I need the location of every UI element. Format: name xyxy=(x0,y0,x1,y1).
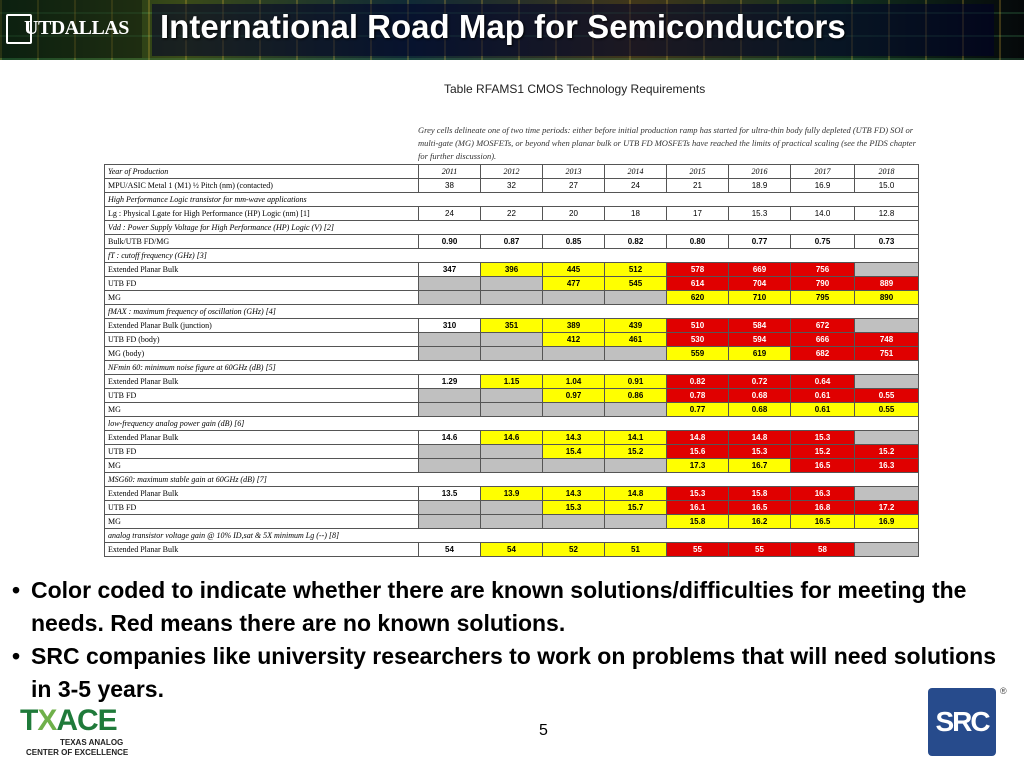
table-cell: 54 xyxy=(481,543,543,557)
table-cell: 21 xyxy=(667,179,729,193)
table-cell: 0.85 xyxy=(543,235,605,249)
table-cell xyxy=(419,403,481,417)
src-logo xyxy=(928,688,996,756)
table-cell: 38 xyxy=(419,179,481,193)
table-cell: 0.77 xyxy=(667,403,729,417)
row-label: NFmin 60: minimum noise figure at 60GHz (dB) [5] xyxy=(105,361,919,375)
table-cell xyxy=(481,445,543,459)
table-cell: 2013 xyxy=(543,165,605,179)
table-cell: 795 xyxy=(791,291,855,305)
table-cell: 748 xyxy=(855,333,919,347)
table-row xyxy=(105,487,919,501)
bullet-text: SRC companies like university researchers to work on problems that will need solutions in 3-5 years. xyxy=(31,643,996,702)
table-cell xyxy=(543,459,605,473)
row-label: fMAX : maximum frequency of oscillation (GHz) [4] xyxy=(105,305,919,319)
table-cell: 545 xyxy=(605,277,667,291)
table-cell xyxy=(543,347,605,361)
table-cell: 1.04 xyxy=(543,375,605,389)
table-cell xyxy=(419,515,481,529)
row-label: MSG60: maximum stable gain at 60GHz (dB) [7] xyxy=(105,473,919,487)
table-cell: 17 xyxy=(667,207,729,221)
table-note: Grey cells delineate one of two time periods: either before initial production ramp has started for ultra-thin body fully depleted (UTB FD) SOI or multi-gate (MG) MOSFETs, or beyond when planar bulk or UTB FD MOSFETs have reached the limits of practical scaling (see the PIDS chapter for further discussion). xyxy=(418,125,916,161)
row-label: Extended Planar Bulk xyxy=(105,487,419,501)
txace-logo xyxy=(20,702,170,762)
row-label: analog transistor voltage gain @ 10% ID,sat & 5X minimum Lg (--) [8] xyxy=(105,529,919,543)
table-cell: 0.55 xyxy=(855,389,919,403)
table-cell xyxy=(605,515,667,529)
table-cell: 477 xyxy=(543,277,605,291)
table-cell: 32 xyxy=(481,179,543,193)
utdallas-logo xyxy=(0,0,142,58)
table-cell: 710 xyxy=(729,291,791,305)
table-row xyxy=(105,263,919,277)
table-cell: 672 xyxy=(791,319,855,333)
table-cell: 14.3 xyxy=(543,431,605,445)
table-cell: 0.97 xyxy=(543,389,605,403)
row-label: MG xyxy=(105,459,419,473)
table-cell: 20 xyxy=(543,207,605,221)
requirements-table-image xyxy=(104,80,922,564)
table-cell xyxy=(419,459,481,473)
table-row xyxy=(105,389,919,403)
table-cell: 15.8 xyxy=(667,515,729,529)
table-cell: 0.55 xyxy=(855,403,919,417)
table-cell: 0.90 xyxy=(419,235,481,249)
table-row xyxy=(105,277,919,291)
table-section-row xyxy=(105,361,919,375)
table-cell: 15.6 xyxy=(667,445,729,459)
table-cell: 18.9 xyxy=(729,179,791,193)
table-cell xyxy=(855,375,919,389)
table-row xyxy=(105,333,919,347)
table-cell: 13.9 xyxy=(481,487,543,501)
table-cell xyxy=(543,403,605,417)
row-label: UTB FD xyxy=(105,445,419,459)
table-cell xyxy=(481,389,543,403)
txace-logo-ace: ACE xyxy=(56,704,117,737)
table-cell: 2016 xyxy=(729,165,791,179)
table-cell: 0.78 xyxy=(667,389,729,403)
table-cell: 396 xyxy=(481,263,543,277)
row-label: Extended Planar Bulk (junction) xyxy=(105,319,419,333)
table-row xyxy=(105,403,919,417)
table-cell: 14.0 xyxy=(791,207,855,221)
table-cell: 16.9 xyxy=(791,179,855,193)
row-label: Year of Production xyxy=(105,165,419,179)
table-cell xyxy=(481,333,543,347)
row-label: UTB FD (body) xyxy=(105,333,419,347)
table-cell: 16.2 xyxy=(729,515,791,529)
table-cell: 0.86 xyxy=(605,389,667,403)
table-cell: 15.4 xyxy=(543,445,605,459)
table-cell xyxy=(419,347,481,361)
table-cell xyxy=(855,263,919,277)
table-cell: 1.29 xyxy=(419,375,481,389)
cmos-requirements-table xyxy=(104,164,919,557)
table-cell: 14.3 xyxy=(543,487,605,501)
table-row xyxy=(105,235,919,249)
table-section-row xyxy=(105,529,919,543)
table-cell: 614 xyxy=(667,277,729,291)
table-cell: 15.0 xyxy=(855,179,919,193)
table-cell: 15.8 xyxy=(729,487,791,501)
table-cell xyxy=(419,389,481,403)
table-cell: 16.8 xyxy=(791,501,855,515)
row-label: Vdd : Power Supply Voltage for High Performance (HP) Logic (V) [2] xyxy=(105,221,919,235)
row-label: MG xyxy=(105,403,419,417)
table-cell: 620 xyxy=(667,291,729,305)
table-cell: 22 xyxy=(481,207,543,221)
table-cell: 12.8 xyxy=(855,207,919,221)
table-section-row xyxy=(105,417,919,431)
table-cell: 530 xyxy=(667,333,729,347)
table-cell xyxy=(605,403,667,417)
table-cell xyxy=(481,501,543,515)
table-cell: 14.6 xyxy=(419,431,481,445)
table-cell: 15.3 xyxy=(729,207,791,221)
table-row xyxy=(105,165,919,179)
table-cell: 51 xyxy=(605,543,667,557)
table-cell xyxy=(419,333,481,347)
table-cell: 16.3 xyxy=(855,459,919,473)
table-row xyxy=(105,431,919,445)
table-cell: 14.6 xyxy=(481,431,543,445)
table-cell: 24 xyxy=(419,207,481,221)
table-cell xyxy=(481,277,543,291)
table-cell xyxy=(419,291,481,305)
table-cell: 16.5 xyxy=(729,501,791,515)
table-row xyxy=(105,347,919,361)
table-cell: 889 xyxy=(855,277,919,291)
table-cell: 2011 xyxy=(419,165,481,179)
table-cell xyxy=(543,291,605,305)
table-row xyxy=(105,179,919,193)
table-cell: 751 xyxy=(855,347,919,361)
table-cell: 2014 xyxy=(605,165,667,179)
row-label: UTB FD xyxy=(105,389,419,403)
table-cell: 14.8 xyxy=(667,431,729,445)
row-label: Lg : Physical Lgate for High Performance (HP) Logic (nm) [1] xyxy=(105,207,419,221)
txace-logo-t: T xyxy=(20,704,38,737)
row-label: Bulk/UTB FD/MG xyxy=(105,235,419,249)
table-cell: 15.2 xyxy=(855,445,919,459)
slide-title: International Road Map for Semiconductors xyxy=(160,8,846,45)
table-cell: 0.80 xyxy=(667,235,729,249)
table-cell: 16.5 xyxy=(791,459,855,473)
table-section-row xyxy=(105,249,919,263)
bullet-item xyxy=(12,574,1002,640)
table-cell: 412 xyxy=(543,333,605,347)
table-cell: 55 xyxy=(667,543,729,557)
table-row xyxy=(105,375,919,389)
table-cell: 15.3 xyxy=(729,445,791,459)
table-cell: 16.5 xyxy=(791,515,855,529)
table-cell xyxy=(855,319,919,333)
txace-subtitle-1: TEXAS ANALOG xyxy=(60,738,124,747)
table-cell: 54 xyxy=(419,543,481,557)
bullet-marker: • xyxy=(12,643,21,669)
table-cell: 15.3 xyxy=(543,501,605,515)
table-row xyxy=(105,207,919,221)
table-cell: 17.2 xyxy=(855,501,919,515)
table-cell xyxy=(419,445,481,459)
row-label: MPU/ASIC Metal 1 (M1) ½ Pitch (nm) (contacted) xyxy=(105,179,419,193)
table-cell: 0.72 xyxy=(729,375,791,389)
table-cell: 17.3 xyxy=(667,459,729,473)
table-cell xyxy=(481,291,543,305)
page-number: 5 xyxy=(539,722,548,739)
table-cell: 756 xyxy=(791,263,855,277)
table-cell: 55 xyxy=(729,543,791,557)
bullet-marker: • xyxy=(12,577,21,603)
table-cell: 0.87 xyxy=(481,235,543,249)
table-cell: 890 xyxy=(855,291,919,305)
table-cell: 16.9 xyxy=(855,515,919,529)
table-cell xyxy=(855,431,919,445)
table-cell xyxy=(419,501,481,515)
table-cell: 52 xyxy=(543,543,605,557)
table-cell: 389 xyxy=(543,319,605,333)
table-cell xyxy=(481,515,543,529)
row-label: MG xyxy=(105,515,419,529)
table-cell: 15.3 xyxy=(667,487,729,501)
table-cell: 2015 xyxy=(667,165,729,179)
table-row xyxy=(105,501,919,515)
table-row xyxy=(105,515,919,529)
table-cell: 16.1 xyxy=(667,501,729,515)
txace-logo-x: X xyxy=(37,704,57,737)
table-section-row xyxy=(105,193,919,207)
src-logo-text: SRC xyxy=(935,706,989,737)
table-row xyxy=(105,319,919,333)
table-cell: 58 xyxy=(791,543,855,557)
bullet-list xyxy=(12,574,1002,706)
table-cell: 584 xyxy=(729,319,791,333)
table-row xyxy=(105,445,919,459)
table-row xyxy=(105,459,919,473)
table-cell: 351 xyxy=(481,319,543,333)
table-cell: 0.82 xyxy=(667,375,729,389)
row-label: Extended Planar Bulk xyxy=(105,263,419,277)
table-cell: 347 xyxy=(419,263,481,277)
table-cell: 15.3 xyxy=(791,431,855,445)
table-cell: 2018 xyxy=(855,165,919,179)
row-label: low-frequency analog power gain (dB) [6] xyxy=(105,417,919,431)
table-cell: 14.1 xyxy=(605,431,667,445)
table-cell: 15.2 xyxy=(605,445,667,459)
table-cell: 0.64 xyxy=(791,375,855,389)
table-section-row xyxy=(105,221,919,235)
table-cell xyxy=(855,487,919,501)
table-cell: 790 xyxy=(791,277,855,291)
row-label: MG xyxy=(105,291,419,305)
table-cell: 0.82 xyxy=(605,235,667,249)
row-label: High Performance Logic transistor for mm-wave applications xyxy=(105,193,919,207)
row-label: fT : cutoff frequency (GHz) [3] xyxy=(105,249,919,263)
table-cell: 666 xyxy=(791,333,855,347)
table-cell: 559 xyxy=(667,347,729,361)
table-section-row xyxy=(105,305,919,319)
table-cell xyxy=(481,403,543,417)
table-cell: 0.61 xyxy=(791,389,855,403)
table-cell: 669 xyxy=(729,263,791,277)
row-label: MG (body) xyxy=(105,347,419,361)
table-cell xyxy=(605,459,667,473)
table-cell: 2017 xyxy=(791,165,855,179)
table-cell xyxy=(605,347,667,361)
row-label: UTB FD xyxy=(105,277,419,291)
table-cell: 0.75 xyxy=(791,235,855,249)
table-cell: 15.7 xyxy=(605,501,667,515)
row-label: Extended Planar Bulk xyxy=(105,431,419,445)
table-caption: Table RFAMS1 CMOS Technology Requirements xyxy=(444,82,706,96)
table-cell xyxy=(481,347,543,361)
table-cell: 594 xyxy=(729,333,791,347)
utdallas-logo-text: UTDALLAS xyxy=(24,17,129,39)
bullet-item xyxy=(12,640,1002,706)
table-cell: 0.68 xyxy=(729,403,791,417)
table-cell: 15.2 xyxy=(791,445,855,459)
table-cell: 682 xyxy=(791,347,855,361)
table-row xyxy=(105,291,919,305)
row-label: Extended Planar Bulk xyxy=(105,543,419,557)
table-cell: 704 xyxy=(729,277,791,291)
table-cell xyxy=(605,291,667,305)
table-cell: 0.68 xyxy=(729,389,791,403)
table-cell: 24 xyxy=(605,179,667,193)
table-row xyxy=(105,543,919,557)
table-cell: 461 xyxy=(605,333,667,347)
table-cell: 619 xyxy=(729,347,791,361)
table-cell: 2012 xyxy=(481,165,543,179)
table-cell: 310 xyxy=(419,319,481,333)
table-cell: 16.7 xyxy=(729,459,791,473)
table-cell: 0.61 xyxy=(791,403,855,417)
table-section-row xyxy=(105,473,919,487)
table-cell xyxy=(481,459,543,473)
table-cell: 439 xyxy=(605,319,667,333)
table-cell: 0.91 xyxy=(605,375,667,389)
bullet-text: Color coded to indicate whether there are known solutions/difficulties for meeting the needs. Red means there are no known solutions. xyxy=(31,577,967,636)
table-cell xyxy=(419,277,481,291)
title-banner xyxy=(0,0,1024,60)
table-cell xyxy=(855,543,919,557)
txace-subtitle-2: CENTER OF EXCELLENCE xyxy=(26,748,129,757)
row-label: Extended Planar Bulk xyxy=(105,375,419,389)
table-cell: 1.15 xyxy=(481,375,543,389)
table-cell: 13.5 xyxy=(419,487,481,501)
table-cell: 0.77 xyxy=(729,235,791,249)
table-cell xyxy=(543,515,605,529)
table-cell: 578 xyxy=(667,263,729,277)
table-cell: 27 xyxy=(543,179,605,193)
table-cell: 510 xyxy=(667,319,729,333)
row-label: UTB FD xyxy=(105,501,419,515)
table-cell: 14.8 xyxy=(729,431,791,445)
table-cell: 0.73 xyxy=(855,235,919,249)
table-cell: 16.3 xyxy=(791,487,855,501)
table-cell: 18 xyxy=(605,207,667,221)
registered-mark: ® xyxy=(1000,686,1007,696)
table-cell: 14.8 xyxy=(605,487,667,501)
table-cell: 445 xyxy=(543,263,605,277)
table-cell: 512 xyxy=(605,263,667,277)
